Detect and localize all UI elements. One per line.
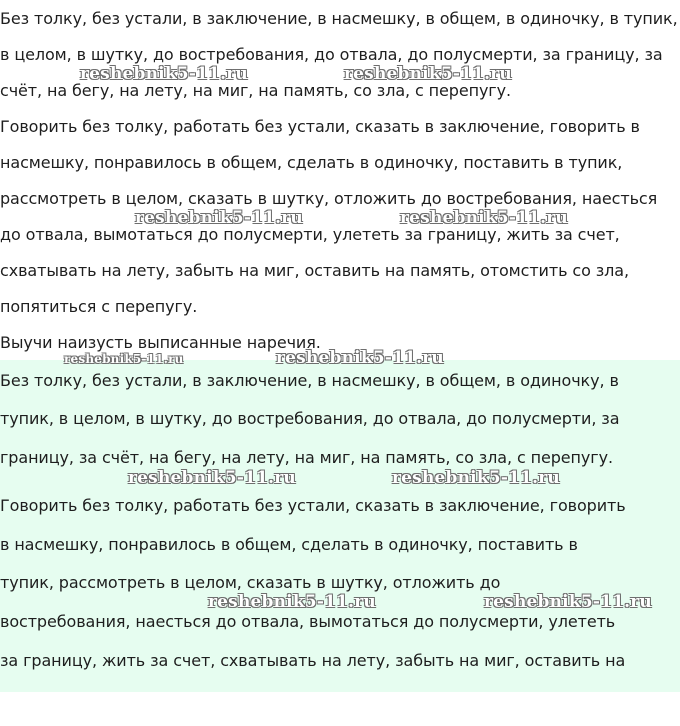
text-line: схватывать на лету, забыть на миг, оставить на память, отомстить со зла, — [0, 261, 629, 280]
text-line: тупик, рассмотреть в целом, сказать в шутку, отложить до — [0, 573, 501, 592]
watermark: reshebnik5-11.ru — [208, 592, 376, 612]
watermark: reshebnik5-11.ru — [80, 64, 248, 84]
watermark: reshebnik5-11.ru — [484, 592, 652, 612]
watermark: reshebnik5-11.ru — [344, 64, 512, 84]
text-line: рассмотреть в целом, сказать в шутку, отложить до востребования, наесться — [0, 189, 658, 208]
text-line: в целом, в шутку, до востребования, до отвала, до полусмерти, за границу, за — [0, 45, 663, 64]
text-line: в насмешку, понравилось в общем, сделать в одиночку, поставить в — [0, 535, 578, 554]
text-line: за границу, жить за счет, схватывать на лету, забыть на миг, оставить на — [0, 651, 626, 670]
text-line: границу, за счёт, на бегу, на лету, на миг, на память, со зла, с перепугу. — [0, 448, 613, 467]
text-line: Без толку, без устали, в заключение, в насмешку, в общем, в одиночку, в — [0, 371, 619, 390]
text-line: Говорить без толку, работать без устали, сказать в заключение, говорить в — [0, 117, 640, 136]
text-line: насмешку, понравилось в общем, сделать в одиночку, поставить в тупик, — [0, 153, 623, 172]
text-line: Выучи наизусть выписанные наречия. — [0, 333, 321, 352]
text-line: Без толку, без устали, в заключение, в насмешку, в общем, в одиночку, в тупик, — [0, 9, 678, 28]
text-line: до отвала, вымотаться до полусмерти, улететь за границу, жить за счет, — [0, 225, 620, 244]
watermark: reshebnik5-11.ru — [392, 468, 560, 488]
text-line: попятиться с перепугу. — [0, 297, 198, 316]
watermark: reshebnik5-11.ru — [400, 208, 568, 228]
text-line: тупик, в целом, в шутку, до востребования, до отвала, до полусмерти, за — [0, 409, 620, 428]
text-line: Говорить без толку, работать без устали, сказать в заключение, говорить — [0, 496, 626, 515]
watermark: reshebnik5-11.ru — [128, 468, 296, 488]
watermark: reshebnik5-11.ru — [64, 352, 184, 366]
watermark: reshebnik5-11.ru — [276, 348, 444, 368]
text-line: счёт, на бегу, на лету, на миг, на память, со зла, с перепугу. — [0, 81, 511, 100]
watermark: reshebnik5-11.ru — [135, 208, 303, 228]
text-line: востребования, наесться до отвала, вымотаться до полусмерти, улететь — [0, 612, 616, 631]
